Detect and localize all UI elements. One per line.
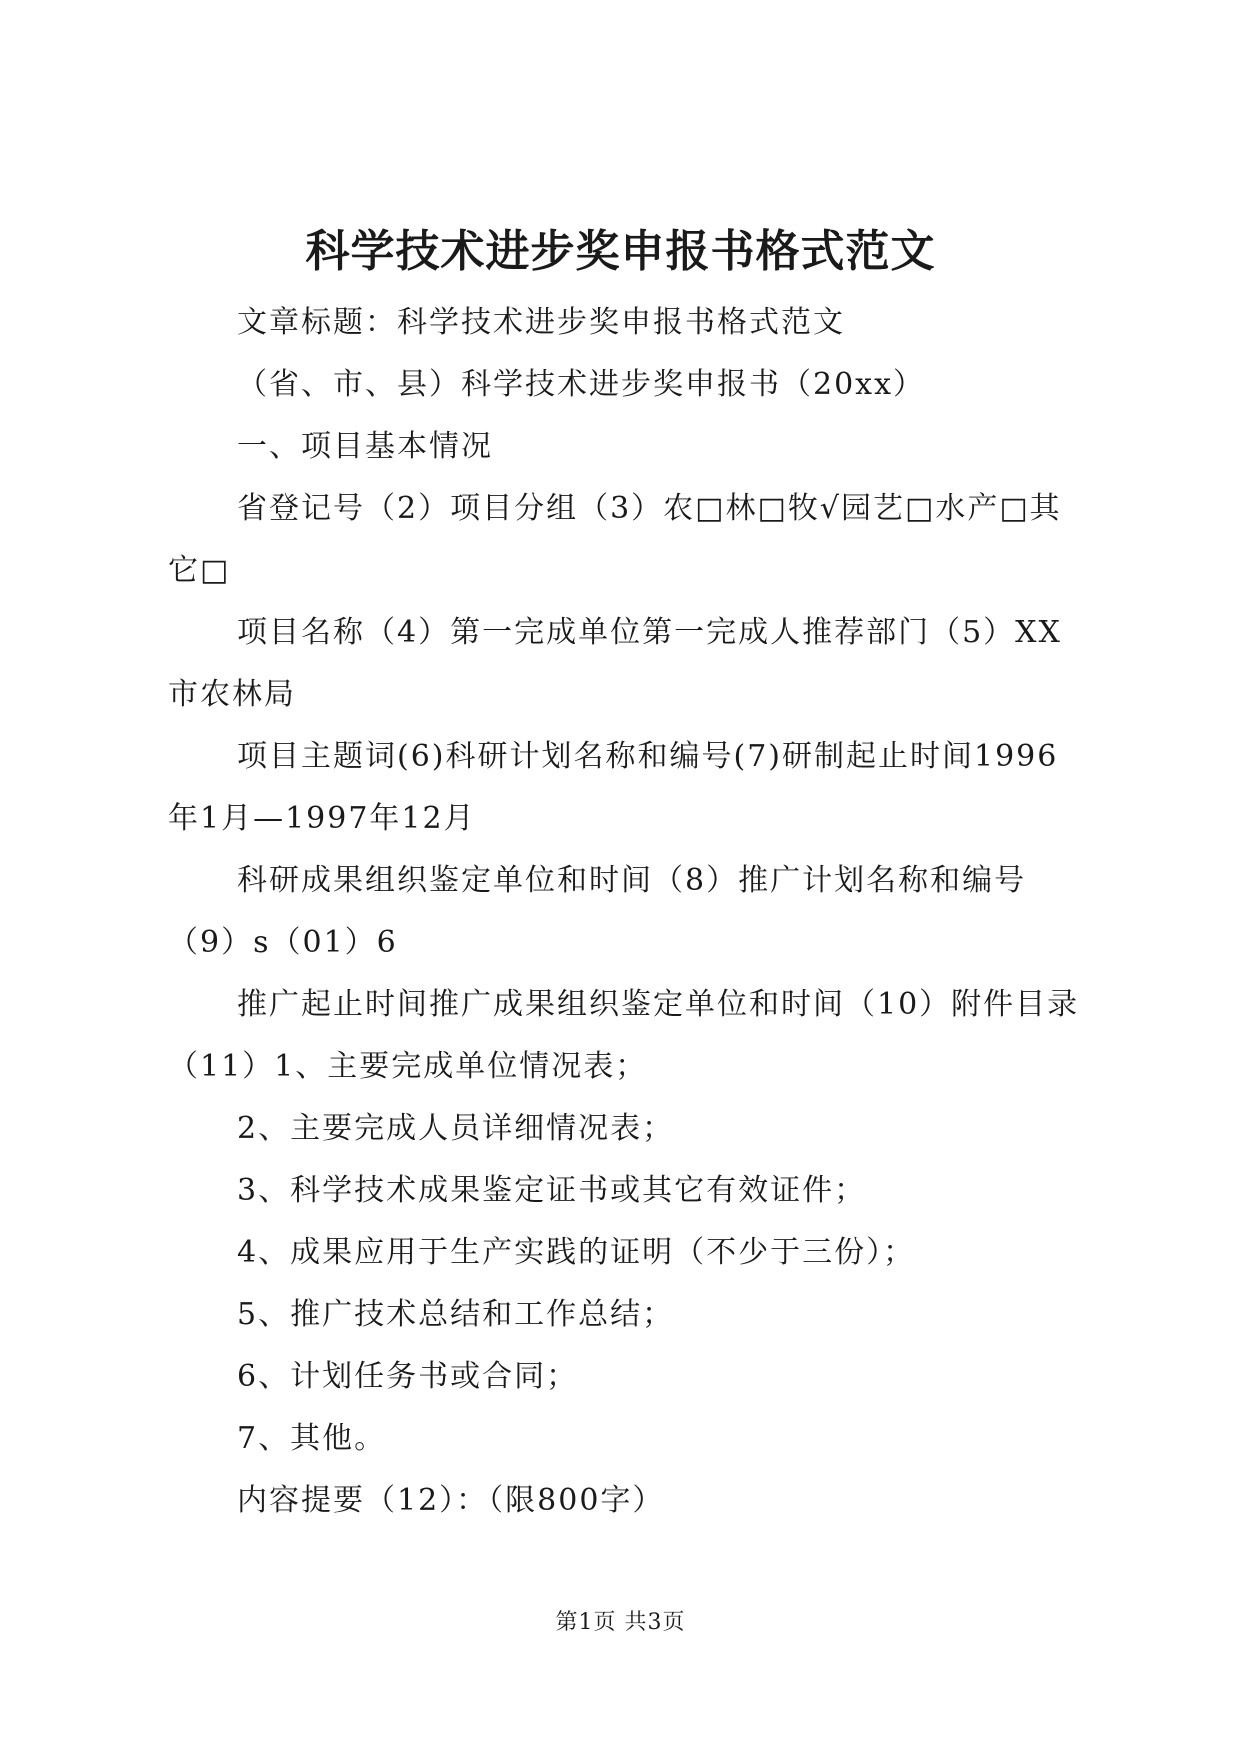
list-item: 3、科学技术成果鉴定证书或其它有效证件； bbox=[237, 1173, 867, 1208]
list-item: 7、其他。 bbox=[237, 1421, 387, 1456]
paragraph-appraisal-plan: 科研成果组织鉴定单位和时间（8）推广计划名称和编号（9）s（01）6 bbox=[168, 863, 1027, 960]
document-body bbox=[168, 292, 1088, 1532]
paragraph-registration-group: 省登记号（2）项目分组（3）农□林□牧√园艺□水产□其它□ bbox=[168, 491, 1062, 588]
page-indicator: 第1页 共3页 bbox=[555, 1610, 686, 1635]
paragraph-attachments: 推广起止时间推广成果组织鉴定单位和时间（10）附件目录（11）1、主要完成单位情况表； bbox=[168, 987, 1080, 1084]
list-item: 2、主要完成人员详细情况表； bbox=[237, 1111, 675, 1146]
paragraph-section-heading: 一、项目基本情况 bbox=[237, 429, 493, 464]
paragraph-project-name: 项目名称（4）第一完成单位第一完成人推荐部门（5）XX市农林局 bbox=[168, 615, 1062, 712]
paragraph-article-title: 文章标题：科学技术进步奖申报书格式范文 bbox=[237, 305, 845, 340]
list-item: 6、计划任务书或合同； bbox=[237, 1359, 579, 1394]
paragraph-summary: 内容提要（12）：（限800字） bbox=[237, 1483, 665, 1518]
document-title: 科学技术进步奖申报书格式范文 bbox=[305, 226, 936, 277]
list-item: 5、推广技术总结和工作总结； bbox=[237, 1297, 675, 1332]
list-item: 4、成果应用于生产实践的证明（不少于三份）； bbox=[237, 1235, 916, 1270]
paragraph-application-heading: （省、市、县）科学技术进步奖申报书（20xx） bbox=[237, 367, 926, 402]
paragraph-project-keywords: 项目主题词(6)科研计划名称和编号(7)研制起止时间1996年1月—1997年12月 bbox=[168, 739, 1059, 836]
